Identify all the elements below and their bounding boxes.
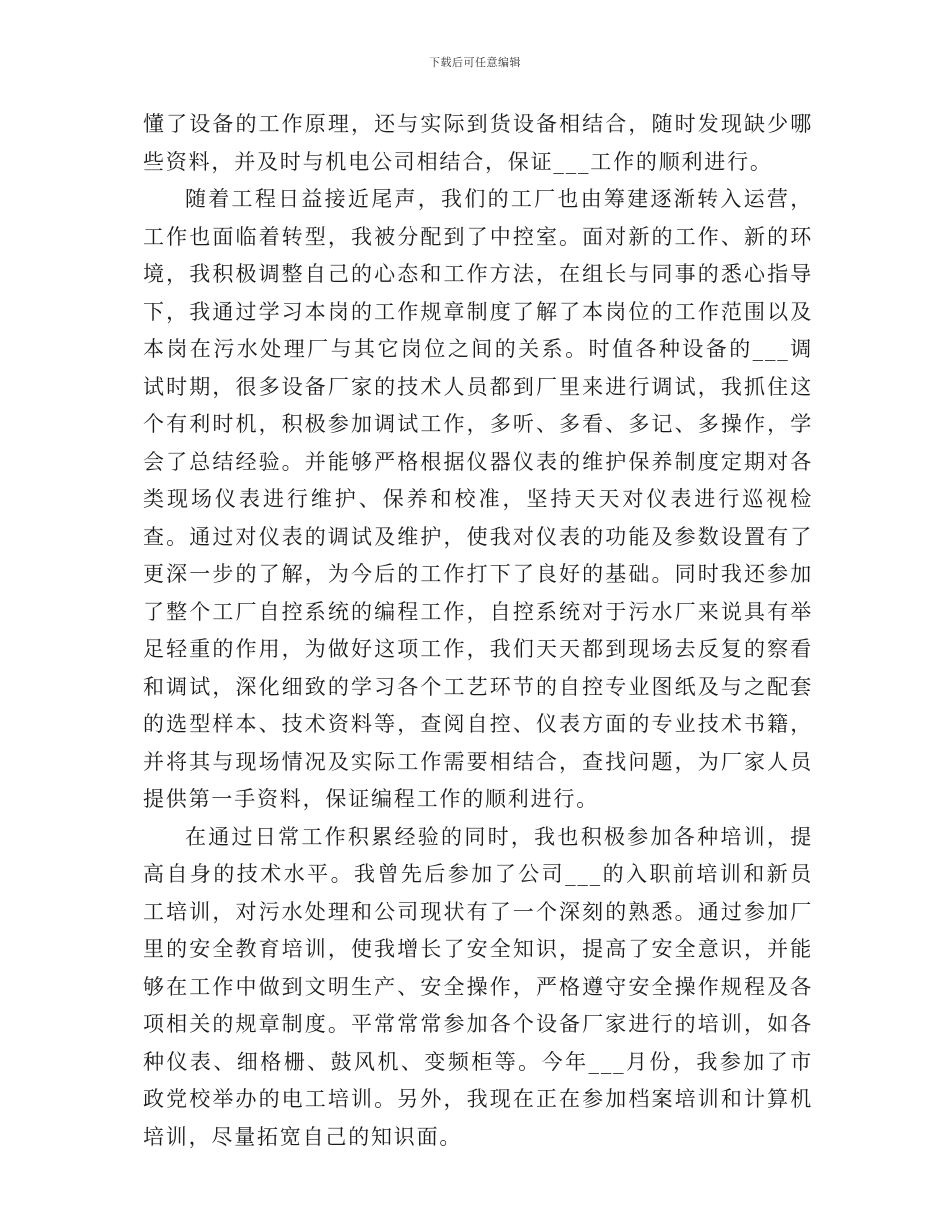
paragraph-1: 懂了设备的工作原理，还与实际到货设备相结合，随时发现缺少哪些资料，并及时与机电公司相结合，保证___工作的顺利进行。 (143, 112, 813, 174)
document-body (143, 106, 813, 1156)
page-header-note: 下载后可任意编辑 (429, 56, 521, 69)
paragraph-2: 随着工程日益接近尾声，我们的工厂也由筹建逐渐转入运营，工作也面临着转型，我被分配到了中控室。面对新的工作、新的环境，我积极调整自己的心态和工作方法，在组长与同事的悉心指导下，我通过学习本岗的工作规章制度了解了本岗位的工作范围以及本岗在污水处理厂与其它岗位之间的关系。时值各种设备的___调试时期，很多设备厂家的技术人员都到厂里来进行调试，我抓住这个有利时机，积极参加调试工作，多听、多看、多记、多操作，学会了总结经验。并能够严格根据仪器仪表的维护保养制度定期对各类现场仪表进行维护、保养和校准，坚持天天对仪表进行巡视检查。通过对仪表的调试及维护，使我对仪表的功能及参数设置有了更深一步的了解，为今后的工作打下了良好的基础。同时我还参加了整个工厂自控系统的编程工作，自控系统对于污水厂来说具有举足轻重的作用，为做好这项工作，我们天天都到现场去反复的察看和调试，深化细致的学习各个工艺环节的自控专业图纸及与之配套的选型样本、技术资料等，查阅自控、仪表方面的专业技术书籍，并将其与现场情况及实际工作需要相结合，查找问题，为厂家人员提供第一手资料，保证编程工作的顺利进行。 (143, 187, 813, 811)
paragraph-3: 在通过日常工作积累经验的同时，我也积极参加各种培训，提高自身的技术水平。我曾先后参加了公司___的入职前培训和新员工培训，对污水处理和公司现状有了一个深刻的熟悉。通过参加厂里的安全教育培训，使我增长了安全知识，提高了安全意识，并能够在工作中做到文明生产、安全操作，严格遵守安全操作规程及各项相关的规章制度。平常常常参加各个设备厂家进行的培训，如各种仪表、细格栅、鼓风机、变频柜等。今年___月份，我参加了市政党校举办的电工培训。另外，我现在正在参加档案培训和计算机培训，尽量拓宽自己的知识面。 (143, 824, 813, 1149)
